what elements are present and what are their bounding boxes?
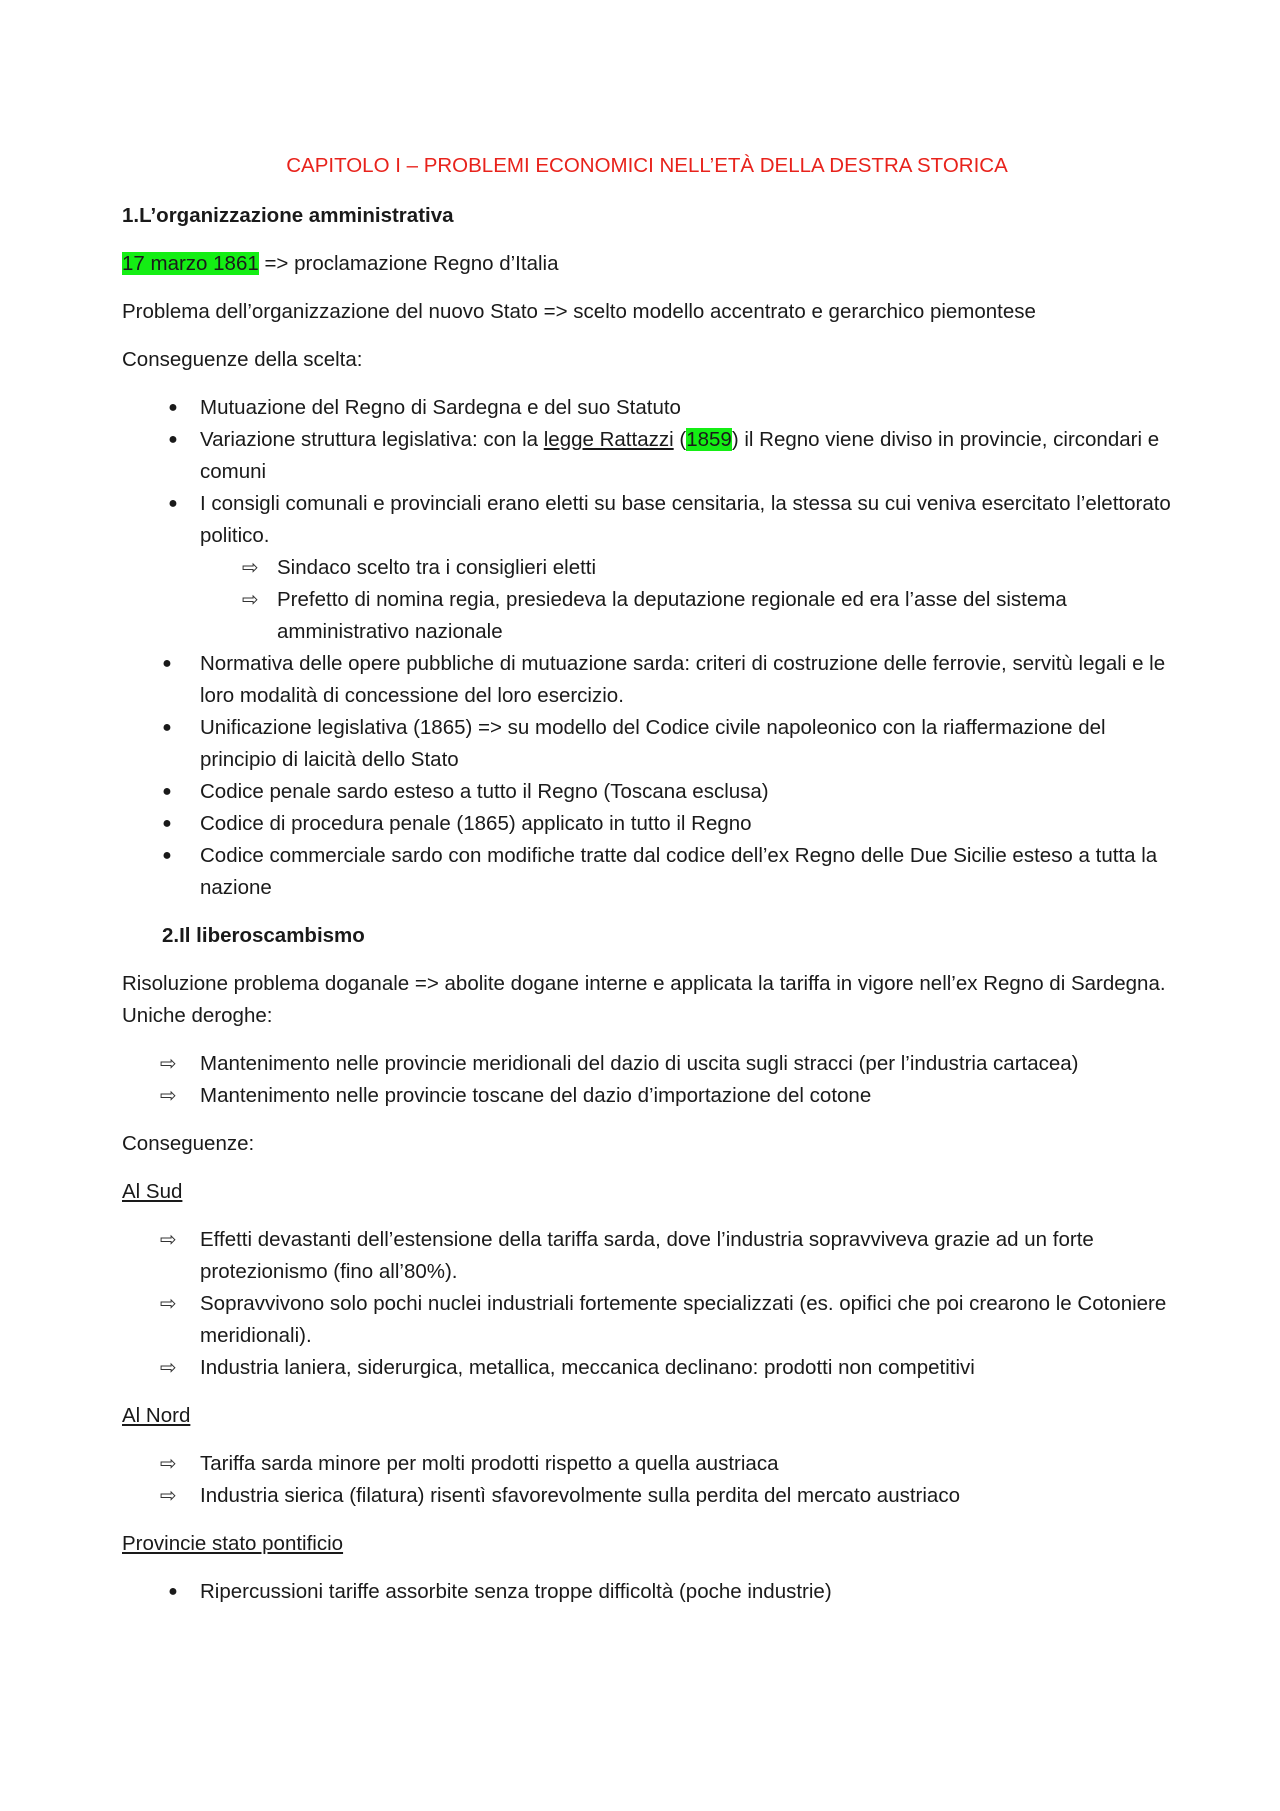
list-item: ⇨ Mantenimento nelle provincie meridionali del dazio di uscita sugli stracci (per l’industria cartacea)	[122, 1048, 1172, 1080]
list-item: ⇨ Effetti devastanti dell’estensione della tariffa sarda, dove l’industria sopravviveva grazie ad un forte protezionismo (fino all’80%).	[122, 1224, 1172, 1288]
list-item: ⇨ Mantenimento nelle provincie toscane del dazio d’importazione del cotone	[122, 1080, 1172, 1112]
bullet-icon: ●	[162, 783, 172, 800]
exceptions-list	[122, 1048, 1172, 1112]
bullet-icon: ●	[168, 495, 178, 512]
south-list	[122, 1224, 1172, 1384]
arrow-icon: ⇨	[160, 1453, 177, 1475]
arrow-icon: ⇨	[160, 1229, 177, 1251]
list-item: ● Unificazione legislativa (1865) => su modello del Codice civile napoleonico con la riaffermazione del principio di laicità dello Stato	[116, 712, 1172, 776]
list-item: ⇨ Sopravvivono solo pochi nuclei industriali fortemente specializzati (es. opifici che poi crearono le Cotoniere meridionali).	[122, 1288, 1172, 1352]
bullet-icon: ●	[162, 815, 172, 832]
list-item: ⇨ Industria laniera, siderurgica, metallica, meccanica declinano: prodotti non competitivi	[122, 1352, 1172, 1384]
list-item: ● Mutuazione del Regno di Sardegna e del suo Statuto	[122, 392, 1172, 424]
section-heading-1: 1.L’organizzazione amministrativa	[122, 204, 454, 227]
consequences-label-2: Conseguenze:	[122, 1132, 255, 1155]
sub-list-item: ⇨ Prefetto di nomina regia, presiedeva la deputazione regionale ed era l’asse del sistema amministrativo nazionale	[122, 584, 1172, 648]
administrative-list-a	[122, 392, 1172, 552]
arrow-icon: ⇨	[160, 1357, 177, 1379]
proclamation-line	[122, 248, 1172, 280]
list-item: ● Variazione struttura legislativa: con la legge Rattazzi (1859) il Regno viene diviso in provincie, circondari e comuni	[122, 424, 1172, 488]
bullet-icon: ●	[162, 719, 172, 736]
arrow-icon: ⇨	[242, 589, 259, 611]
subheading-north: Al Nord	[122, 1404, 191, 1427]
sub-list-item: ⇨ Sindaco scelto tra i consiglieri eletti	[122, 552, 1172, 584]
consequences-label: Conseguenze della scelta:	[122, 348, 363, 371]
list-item: ⇨ Tariffa sarda minore per molti prodotti rispetto a quella austriaca	[122, 1448, 1172, 1480]
arrow-icon: ⇨	[160, 1053, 177, 1075]
section-heading-2: 2.Il liberoscambismo	[162, 924, 365, 947]
highlighted-year: 1859	[686, 428, 732, 451]
chapter-title: CAPITOLO I – PROBLEMI ECONOMICI NELL’ETÀ DELLA DESTRA STORICA	[286, 154, 1008, 177]
subheading-papal-provinces: Provincie stato pontificio	[122, 1532, 344, 1555]
legge-rattazzi: legge Rattazzi	[543, 428, 674, 451]
list-item: ● Ripercussioni tariffe assorbite senza troppe difficoltà (poche industrie)	[122, 1576, 1172, 1608]
customs-intro: Risoluzione problema doganale => abolite dogane interne e applicata la tariffa in vigore nell’ex Regno di Sardegna. Uniche deroghe:	[122, 972, 1166, 1027]
list-item: ● I consigli comunali e provinciali erano eletti su base censitaria, la stessa su cui veniva esercitato l’elettorato politico.	[122, 488, 1172, 552]
document-content	[122, 150, 1172, 1624]
arrow-icon: ⇨	[160, 1485, 177, 1507]
councils-sublist	[122, 552, 1172, 648]
bullet-icon: ●	[168, 399, 178, 416]
list-item: ● Codice penale sardo esteso a tutto il Regno (Toscana esclusa)	[116, 776, 1172, 808]
papal-list	[122, 1576, 1172, 1608]
highlighted-date: 17 marzo 1861	[122, 252, 259, 275]
arrow-icon: ⇨	[160, 1293, 177, 1315]
subheading-south: Al Sud	[122, 1180, 183, 1203]
list-item: ● Normativa delle opere pubbliche di mutuazione sarda: criteri di costruzione delle ferrovie, servitù legali e le loro modalità di concessione del loro esercizio.	[116, 648, 1172, 712]
bullet-icon: ●	[168, 1583, 178, 1600]
arrow-icon: ⇨	[160, 1085, 177, 1107]
arrow-icon: ⇨	[242, 557, 259, 579]
north-list	[122, 1448, 1172, 1512]
list-item: ● Codice commerciale sardo con modifiche tratte dal codice dell’ex Regno delle Due Sicilie esteso a tutta la nazione	[116, 840, 1172, 904]
list-item: ● Codice di procedura penale (1865) applicato in tutto il Regno	[116, 808, 1172, 840]
list-item: ⇨ Industria sierica (filatura) risentì sfavorevolmente sulla perdita del mercato austriaco	[122, 1480, 1172, 1512]
bullet-icon: ●	[168, 431, 178, 448]
administrative-list-b	[116, 648, 1172, 904]
proclamation-text: => proclamazione Regno d’Italia	[258, 252, 559, 275]
organization-problem: Problema dell’organizzazione del nuovo Stato => scelto modello accentrato e gerarchico piemontese	[122, 300, 1036, 323]
bullet-icon: ●	[162, 655, 172, 672]
bullet-icon: ●	[162, 847, 172, 864]
